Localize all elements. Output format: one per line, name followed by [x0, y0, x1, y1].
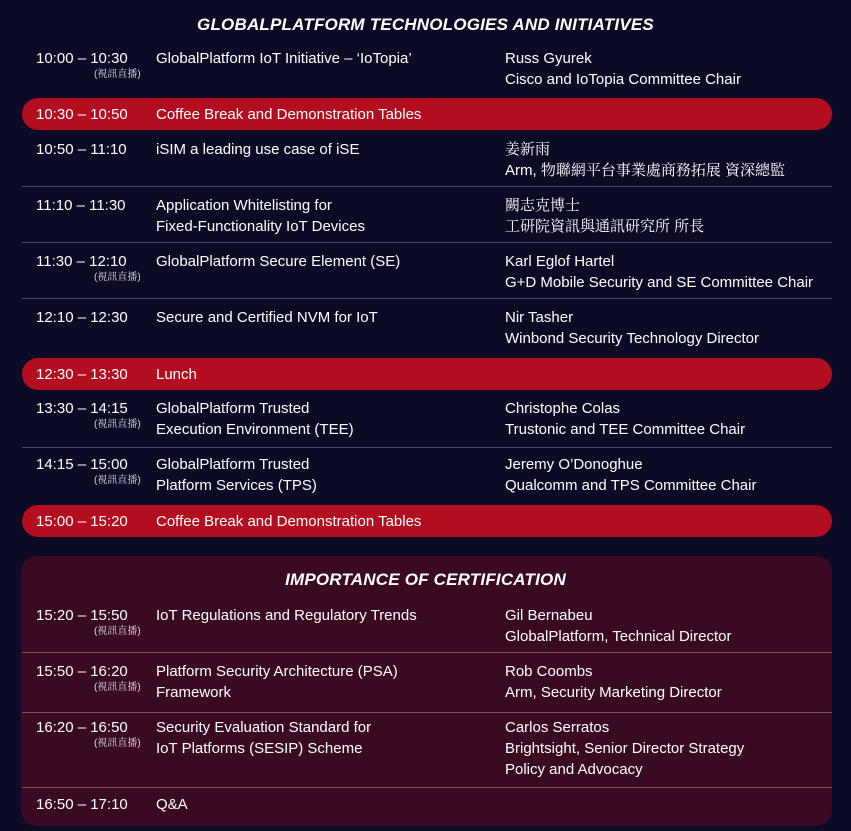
session-title: [156, 794, 188, 815]
session-time: 12:30 – 13:30: [36, 366, 128, 383]
speaker-name: Karl Eglof Hartel: [505, 253, 615, 270]
speaker-name: Gil Bernabeu: [505, 607, 593, 624]
speaker-name: Christophe Colas: [505, 400, 621, 417]
speaker-name: Nir Tasher: [505, 309, 574, 326]
section-title-technologies: GLOBALPLATFORM TECHNOLOGIES AND INITIATIVES: [197, 15, 654, 34]
session-title: [156, 717, 371, 759]
speaker-affiliation: Cisco and IoTopia Committee Chair: [505, 71, 741, 88]
live-stream-note: (視訊直播): [94, 682, 141, 693]
session-title: [156, 251, 400, 272]
live-stream-note: (視訊直播): [94, 272, 141, 283]
speaker-name: Russ Gyurek: [505, 50, 592, 67]
speaker-affiliation: Winbond Security Technology Director: [505, 330, 760, 347]
session-title: [156, 195, 365, 237]
session-time: 12:10 – 12:30: [36, 309, 128, 326]
speaker-affiliation: Qualcomm and TPS Committee Chair: [505, 477, 757, 494]
live-stream-note: (視訊直播): [94, 738, 141, 749]
session-time: 16:50 – 17:10: [36, 796, 128, 813]
session-time: 10:00 – 10:30 (視訊直播): [36, 50, 141, 80]
row-divider: [22, 298, 832, 299]
break-label: Coffee Break and Demonstration Tables: [156, 513, 422, 530]
speaker-affiliation: Arm, Security Marketing Director: [505, 684, 722, 701]
row-divider: [22, 447, 832, 448]
section-title-certification: IMPORTANCE OF CERTIFICATION: [285, 570, 566, 589]
session-title-line: IoT Platforms (SESIP) Scheme: [156, 740, 363, 757]
session-title: [156, 605, 417, 626]
session-time: 11:30 – 12:10 (視訊直播): [36, 253, 141, 283]
row-divider: [22, 186, 832, 187]
speaker-name: Rob Coombs: [505, 663, 593, 680]
speaker-name: Jeremy O’Donoghue: [505, 456, 643, 473]
break-label: Lunch: [156, 366, 197, 383]
speaker-name: Carlos Serratos: [505, 719, 610, 736]
session-title: [156, 454, 317, 496]
session-title-line: Execution Environment (TEE): [156, 421, 354, 438]
speaker-info: [505, 139, 785, 181]
session-title: [156, 398, 354, 440]
live-stream-note: (視訊直播): [94, 419, 141, 430]
session-title-line: Security Evaluation Standard for: [156, 719, 372, 736]
speaker-info: [505, 251, 813, 293]
row-divider: [22, 242, 832, 243]
session-time: 11:10 – 11:30: [36, 197, 126, 214]
session-title-line: Platform Services (TPS): [156, 477, 317, 494]
speaker-name: 姜新雨: [505, 141, 551, 158]
break-label: Coffee Break and Demonstration Tables: [156, 106, 422, 123]
row-divider: [22, 652, 832, 653]
session-title-line: Fixed-Functionality IoT Devices: [156, 218, 365, 235]
speaker-info: [505, 661, 722, 703]
break-bar: [22, 98, 832, 130]
session-title-line: GlobalPlatform Secure Element (SE): [156, 253, 401, 270]
session-time: 10:50 – 11:10: [36, 141, 127, 158]
break-bar: [22, 505, 832, 537]
session-time: 16:20 – 16:50 (視訊直播): [36, 719, 141, 749]
speaker-affiliation: G+D Mobile Security and SE Committee Chair: [505, 274, 814, 291]
session-time: 10:30 – 10:50: [36, 106, 128, 123]
speaker-affiliation: Policy and Advocacy: [505, 761, 643, 778]
speaker-info: [505, 398, 745, 440]
session-title-line: Secure and Certified NVM for IoT: [156, 309, 378, 326]
speaker-info: [505, 454, 756, 496]
speaker-affiliation: 工研院資訊與通訊研究所 所長: [505, 218, 705, 235]
live-stream-note: (視訊直播): [94, 475, 141, 486]
speaker-affiliation: GlobalPlatform, Technical Director: [505, 628, 732, 645]
session-title-line: Q&A: [156, 796, 188, 813]
speaker-info: [505, 605, 731, 647]
session-title-line: GlobalPlatform IoT Initiative – ‘IoTopia’: [156, 50, 412, 67]
live-stream-note: (視訊直播): [94, 69, 141, 80]
speaker-info: [505, 48, 741, 90]
session-time: 15:20 – 15:50 (視訊直播): [36, 607, 141, 637]
speaker-info: [505, 307, 759, 349]
break-bar: [22, 358, 832, 390]
speaker-affiliation: Arm, 物聯網平台事業處商務拓展 資深總監: [505, 162, 785, 179]
row-divider: [22, 712, 832, 713]
session-time: 15:00 – 15:20: [36, 513, 128, 530]
live-stream-note: (視訊直播): [94, 626, 141, 637]
session-title: [156, 139, 359, 160]
session-time: 14:15 – 15:00 (視訊直播): [36, 456, 141, 486]
session-title-line: Application Whitelisting for: [156, 197, 332, 214]
speaker-info: [505, 717, 744, 780]
row-divider: [22, 787, 832, 788]
session-title-line: IoT Regulations and Regulatory Trends: [156, 607, 417, 624]
session-title-line: Platform Security Architecture (PSA): [156, 663, 398, 680]
session-title: [156, 307, 378, 328]
session-title: [156, 48, 412, 69]
speaker-affiliation: Brightsight, Senior Director Strategy: [505, 740, 745, 757]
session-time: 13:30 – 14:15 (視訊直播): [36, 400, 141, 430]
speaker-name: 闕志克博士: [505, 197, 581, 214]
speaker-affiliation: Trustonic and TEE Committee Chair: [505, 421, 746, 438]
session-title-line: GlobalPlatform Trusted: [156, 456, 310, 473]
session-title-line: iSIM a leading use case of iSE: [156, 141, 360, 158]
session-title: [156, 661, 398, 703]
session-time: 15:50 – 16:20 (視訊直播): [36, 663, 141, 693]
session-title-line: GlobalPlatform Trusted: [156, 400, 310, 417]
speaker-info: [505, 195, 704, 237]
session-title-line: Framework: [156, 684, 232, 701]
